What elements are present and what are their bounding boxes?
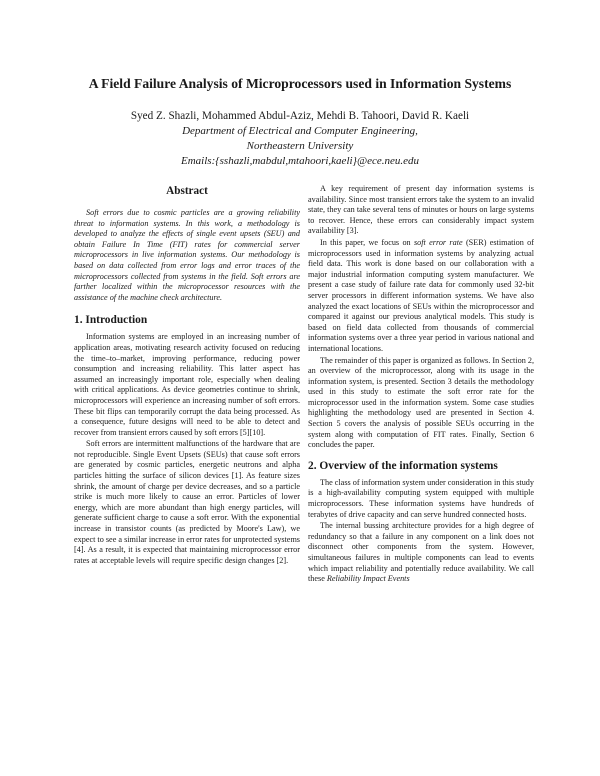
author-list: Syed Z. Shazli, Mohammed Abdul-Aziz, Mehdi B. Tahoori, David R. Kaeli <box>130 110 470 122</box>
text-run: The internal bussing architecture provides for a high degree of redundancy so that a failure in any component on a link does not disconnect other components from the system. However, simultaneous failures in multiple components can lead to events which impact reliability and potentially reduce availability. We call these <box>308 521 534 584</box>
abstract-heading: Abstract <box>166 185 208 197</box>
intro-paragraph-3: A key requirement of present day information systems is availability. Since most transient errors take the system to an invalid state, they can take several tens of minutes or hours on large systems to recover. Hence, these errors can considerably impact system availability [3]. <box>308 184 534 236</box>
section-1-heading: 1. Introduction <box>74 314 148 327</box>
intro-paragraph-1: Information systems are employed in an increasing number of application areas, motivating research activity focused on reducing the time–to–market, improving performance, reducing power consumption and increasing reliability. This latter aspect has assumed an increasingly important role, especially when dealing with critical applications. As device geometries continue to shrink, microprocessors will experience an increasing number of soft errors. These bit flips can temporarily corrupt the data being processed. As a consequence, future designs will need to be able to detect and recover from transient errors caused by soft errors [5][10]. <box>74 332 300 437</box>
text-run: (SER) estimation of microprocessors used in information systems by analyzing actual field data. This work is done based on our collaboration with a major industrial information computing system manufacturer. We present a case study of failure rate data for commonly used 32-bit server processors in different information systems. We have also analyzed the exact locations of SEUs within the microprocessor and compared it against our previous analytical models. This study is based on field data collected from thousands of commercial information systems over a three year period in various national and international locations. <box>308 237 534 353</box>
department: Department of Electrical and Computer Engineering, <box>182 125 418 137</box>
paper-title: A Field Failure Analysis of Microprocessors used in Information Systems <box>88 76 512 91</box>
right-column <box>308 184 534 585</box>
section-2-heading: 2. Overview of the information systems <box>308 459 498 472</box>
abstract-text: Soft errors due to cosmic particles are a growing reliability threat to information systems. In this work, a methodology is developed to analyze the effects of single event upsets (SEU) and obtain Failure In Time (FIT) rates for commercial server microprocessors in live information systems. Our methodology is based on data collected from error logs and error traces of the microprocessors collected from systems in the field. Soft errors are farther localized within the microprocessor resources with the assistance of the machine check architecture. <box>74 208 300 302</box>
intro-paragraph-4 <box>308 238 534 355</box>
intro-paragraph-2: Soft errors are intermittent malfunctions of the hardware that are not reproducible. Single Event Upsets (SEUs) that cause soft errors are generated by cosmic particles, energetic neutrons and alpha particles hitting the surface of silicon devices [1]. As feature sizes shrink, the amount of charge per device decreases, and so a particle strike is much more likely to cause an error. Particles of lower energy, which are more abundant than high energy particles, will generate sufficient charge to cause a soft error. With the exponential increase in transistor counts (as predicted by Moore's Law), we expect to see a similar increase in error rates for unprotected systems [4]. As a result, it is expected that maintaining microprocessor error rates at acceptable levels will require specific design changes [2]. <box>74 439 300 565</box>
emphasis-reliability-impact-events: Reliability Impact Events <box>326 574 410 584</box>
left-column <box>74 184 300 566</box>
emphasis-soft-error-rate: soft error rate <box>413 237 463 247</box>
overview-paragraph-1: The class of information system under consideration in this study is a high-availability computing system equipped with multiple microprocessors. These information systems have hundreds of terabytes of drive capacity and can serve hundred connected hosts. <box>308 477 534 519</box>
text-run: In this paper, we focus on <box>320 237 414 247</box>
intro-paragraph-5: The remainder of this paper is organized as follows. In Section 2, an overview of the microprocessor, along with its usage in the information system, is presented. Section 3 details the methodology used in this study to estimate the soft error rate for the microprocessor used in the information system. Some case studies highlighting the methodology used are presented in Section 4. Section 5 covers the analysis of possible SEUs occurring in the system along with computation of FIT rates. Finally, Section 6 concludes the paper. <box>308 355 534 450</box>
university: Northeastern University <box>246 140 354 152</box>
author-emails: Emails:{sshazli,mabdul,mtahoori,kaeli}@ece.neu.edu <box>181 155 419 167</box>
overview-paragraph-2 <box>308 521 534 585</box>
